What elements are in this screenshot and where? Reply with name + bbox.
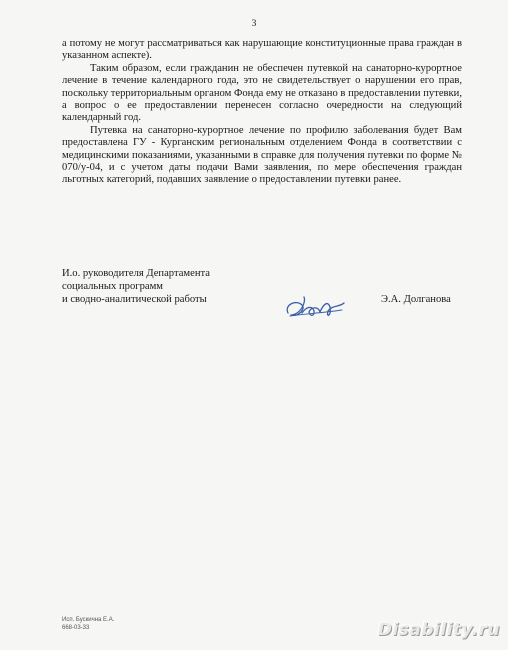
executor-info <box>62 617 114 632</box>
page-number: 3 <box>251 19 257 29</box>
signatory-title-line: социальных программ <box>62 280 163 292</box>
handwritten-signature <box>282 291 352 323</box>
letter-body <box>62 38 462 187</box>
paragraph-continuation: а потому не могут рассматриваться как нарушающие конституционные права граждан в указанном аспекте). <box>62 38 462 62</box>
signer-name: Э.А. Долганова <box>381 294 451 305</box>
signatory-title-line: И.о. руководителя Департамента <box>62 268 210 279</box>
site-watermark: Disability.ru <box>377 620 500 640</box>
executor-name: Исп. Бускична Е.А. <box>62 617 115 623</box>
signatory-title <box>62 268 210 306</box>
paragraph-voucher-info: Путевка на санаторно-курортное лечение по профилю заболевания будет Вам предоставлена ГУ - Курганским региональным отделением Фонда в соответствии с медицинскими показаниями, указанными в справке для получения путевки по форме № 070/у-04, и с учетом даты подачи Вами заявления, по мере обеспечения граждан льготных категорий, подавших заявление о предоставлении путевки ранее. <box>62 124 462 186</box>
executor-phone: 668-03-33 <box>62 624 90 631</box>
paragraph-conclusion: Таким образом, если гражданин не обеспечен путевкой на санаторно-курортное лечение в течение календарного года, это не свидетельствует о нарушении его прав, поскольку территориальным органом Фонда ему не отказано в предоставлении путевки, а вопрос о ее предоставлении перенесен согласно очередности на следующий календарный год. <box>62 62 462 124</box>
signatory-title-line: и сводно-аналитической работы <box>62 293 207 305</box>
